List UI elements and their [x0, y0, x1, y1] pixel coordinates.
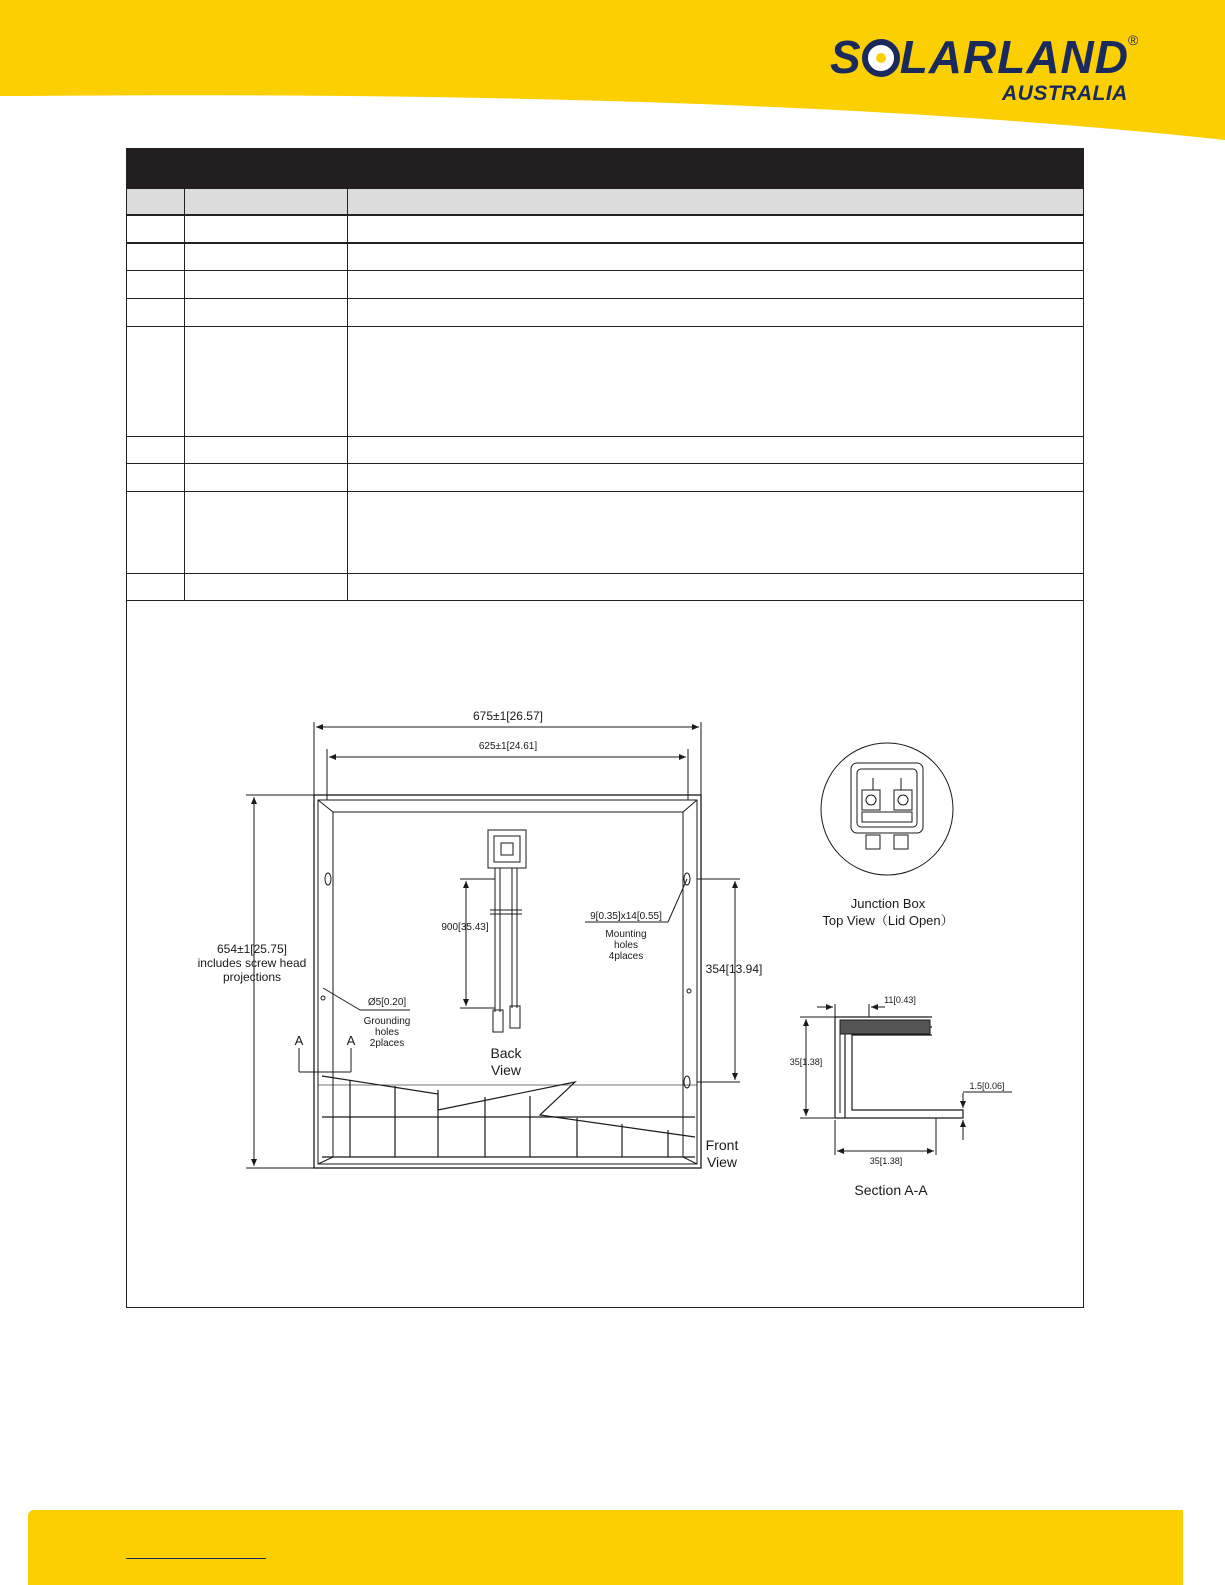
grounding-note: 2places [369, 1038, 405, 1049]
front-view-label: Front [705, 1137, 739, 1153]
brand-region: AUSTRALIA [1002, 82, 1128, 105]
section-mark: A [294, 1033, 304, 1048]
mount-hole-note: 4places [608, 951, 644, 962]
section-thickness-label: 1.5[0.06] [969, 1081, 1005, 1091]
grounding-note: Grounding [363, 1016, 411, 1027]
cable-length-label: 900[35.43] [441, 922, 489, 933]
overall-width-label: 675±1[26.57] [473, 709, 543, 723]
mount-hole-size-label: 9[0.35]x14[0.55] [590, 911, 662, 922]
back-view-label: View [490, 1062, 522, 1078]
mount-spacing-label: 354[13.94] [705, 962, 763, 976]
inner-width-label: 625±1[24.61] [478, 741, 538, 752]
mount-hole-note: Mounting [605, 929, 647, 940]
height-note: projections [222, 970, 282, 984]
brand-wordmark: S LARLAND [830, 31, 1129, 83]
front-view-label: View [706, 1154, 738, 1170]
junction-box-title: Junction Box [850, 896, 926, 911]
registered-mark: ® [1128, 32, 1139, 48]
section-mark: A [346, 1033, 356, 1048]
footer-band [28, 1510, 1183, 1585]
height-label: 654±1[25.75] [217, 942, 287, 956]
junction-box-subtitle: Top View（Lid Open） [822, 913, 954, 928]
grounding-note: holes [375, 1027, 399, 1038]
footer-link-underline[interactable] [126, 1558, 266, 1559]
section-title: Section A-A [854, 1182, 928, 1198]
back-view-label: Back [490, 1045, 522, 1061]
section-top-label: 11[0.43] [884, 995, 916, 1005]
section-bottom-label: 35[1.38] [869, 1156, 903, 1166]
section-height-label: 35[1.38] [789, 1057, 823, 1067]
grounding-size-label: Ø5[0.20] [367, 997, 407, 1008]
mount-hole-note: holes [614, 940, 638, 951]
height-note: includes screw head [197, 956, 307, 970]
